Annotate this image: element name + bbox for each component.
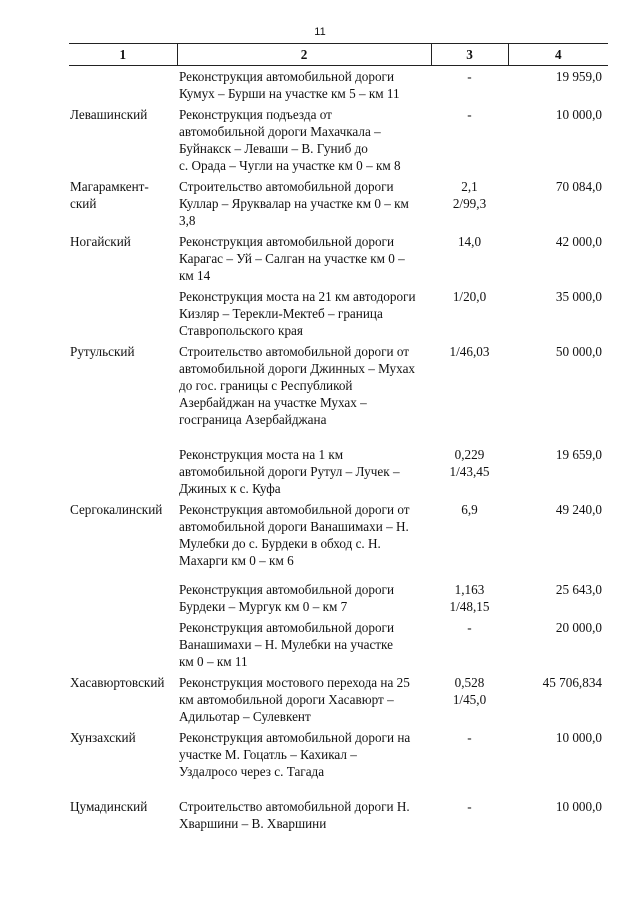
length-cell-line: -	[467, 730, 472, 745]
description-cell	[177, 784, 431, 836]
description-cell-line: Махарги км 0 – км 6	[179, 553, 294, 568]
district-cell	[69, 674, 177, 729]
length-cell-line: -	[467, 620, 472, 635]
description-cell-line: Реконструкция автомобильной дороги от	[179, 502, 410, 517]
table-body	[69, 66, 608, 837]
length-cell	[431, 784, 508, 836]
description-cell-line: Ставропольского края	[179, 323, 303, 338]
description-cell	[177, 432, 431, 501]
length-cell-line: 1/45,0	[452, 692, 487, 707]
length-cell-line: 6,9	[461, 502, 478, 517]
amount-cell: 50 000,0	[555, 344, 602, 359]
table-row	[69, 178, 608, 233]
description-cell-line: Кумух – Бурши на участке км 5 – км 11	[179, 86, 400, 101]
description-cell	[177, 619, 431, 674]
description-cell-line: автомобильной дороги Рутул – Лучек –	[179, 464, 400, 479]
amount-cell: 49 240,0	[555, 502, 602, 517]
length-cell-line: 2/99,3	[452, 196, 487, 211]
amount-cell: 42 000,0	[555, 234, 602, 249]
length-cell	[431, 106, 508, 178]
description-cell-line: Реконструкция моста на 1 км	[179, 447, 344, 462]
length-cell	[431, 729, 508, 784]
district-cell-line: Хасавюртовский	[70, 675, 165, 690]
description-cell-line: Адильотар – Сулевкент	[179, 709, 311, 724]
amount-cell: 70 084,0	[555, 179, 602, 194]
district-cell-line: Сергокалинский	[70, 502, 163, 517]
amount-cell: 10 000,0	[555, 799, 602, 814]
description-cell-line: Реконструкция моста на 21 км автодороги	[179, 289, 416, 304]
description-cell-line: Джиных к с. Куфа	[179, 481, 281, 496]
description-cell-line: Реконструкция автомобильной дороги	[179, 69, 395, 84]
district-cell	[69, 501, 177, 573]
amount-cell: 20 000,0	[555, 620, 602, 635]
district-cell	[69, 729, 177, 784]
district-cell-line: Рутульский	[70, 344, 135, 359]
column-header-1: 1	[69, 44, 177, 66]
table-row	[69, 674, 608, 729]
table-row	[69, 432, 608, 501]
length-cell	[431, 66, 508, 107]
length-cell	[431, 432, 508, 501]
description-cell-line: км 0 – км 11	[179, 654, 248, 669]
district-cell	[69, 573, 177, 619]
description-cell-line: Строительство автомобильной дороги	[179, 179, 394, 194]
description-cell	[177, 106, 431, 178]
table-row	[69, 573, 608, 619]
description-cell	[177, 674, 431, 729]
roads-table	[69, 43, 608, 836]
length-cell-line: 1/46,03	[449, 344, 490, 359]
table-row	[69, 784, 608, 836]
description-cell-line: автомобильной дороги Ванашимахи – Н.	[179, 519, 409, 534]
length-cell	[431, 619, 508, 674]
description-cell-line: Азербайджан на участке Мухах –	[179, 395, 367, 410]
amount-cell: 10 000,0	[555, 107, 602, 122]
description-cell-line: Реконструкция подъезда от	[179, 107, 332, 122]
table-row	[69, 619, 608, 674]
length-cell-line: 2,1	[461, 179, 478, 194]
district-cell	[69, 619, 177, 674]
description-cell-line: автомобильной дороги Джинных – Мухах	[179, 361, 416, 376]
description-cell-line: участке М. Гоцатль – Кахикал –	[179, 747, 357, 762]
length-cell	[431, 501, 508, 573]
description-cell-line: 3,8	[179, 213, 196, 228]
amount-cell: 25 643,0	[555, 582, 602, 597]
description-cell	[177, 573, 431, 619]
length-cell	[431, 178, 508, 233]
column-header-2: 2	[177, 44, 431, 66]
description-cell-line: Ванашимахи – Н. Мулебки на участке	[179, 637, 393, 652]
district-cell	[69, 432, 177, 501]
description-cell-line: Буйнакск – Леваши – В. Гуниб до	[179, 141, 368, 156]
district-cell-line: Хунзахский	[70, 730, 136, 745]
column-header-4: 4	[508, 44, 608, 66]
description-cell-line: Реконструкция автомобильной дороги	[179, 582, 395, 597]
amount-cell: 10 000,0	[555, 730, 602, 745]
description-cell	[177, 66, 431, 107]
district-cell	[69, 66, 177, 107]
district-cell	[69, 343, 177, 432]
length-cell-line: 1/20,0	[452, 289, 487, 304]
description-cell-line: госграница Азербайджана	[179, 412, 327, 427]
description-cell-line: Строительство автомобильной дороги Н.	[179, 799, 410, 814]
description-cell	[177, 729, 431, 784]
description-cell-line: Мулебки до с. Бурдеки в обход с. Н.	[179, 536, 381, 551]
column-header-3: 3	[431, 44, 508, 66]
description-cell-line: Реконструкция автомобильной дороги	[179, 234, 395, 249]
description-cell-line: Карагас – Уй – Салган на участке км 0 –	[179, 251, 405, 266]
description-cell-line: Хваршини – В. Хваршини	[179, 816, 327, 831]
description-cell-line: Бурдеки – Мургук км 0 – км 7	[179, 599, 348, 614]
district-cell-line: Магарамкент-	[70, 179, 149, 194]
description-cell	[177, 288, 431, 343]
description-cell-line: Реконструкция мостового перехода на 25	[179, 675, 410, 690]
length-cell-line: 1/48,15	[449, 599, 490, 614]
district-cell	[69, 106, 177, 178]
length-cell	[431, 674, 508, 729]
amount-cell: 19 959,0	[555, 69, 602, 84]
district-cell-line: ский	[70, 196, 97, 211]
table-row	[69, 106, 608, 178]
length-cell-line: 1/43,45	[449, 464, 490, 479]
length-cell-line: -	[467, 69, 472, 84]
description-cell	[177, 343, 431, 432]
description-cell-line: км автомобильной дороги Хасавюрт –	[179, 692, 394, 707]
length-cell-line: 1,163	[454, 582, 485, 597]
amount-cell: 19 659,0	[555, 447, 602, 462]
length-cell	[431, 288, 508, 343]
amount-cell: 45 706,834	[542, 675, 602, 690]
table-row	[69, 233, 608, 288]
description-cell-line: км 14	[179, 268, 211, 283]
length-cell-line: 14,0	[457, 234, 482, 249]
description-cell	[177, 178, 431, 233]
district-cell	[69, 233, 177, 288]
description-cell-line: Куллар – Яруквалар на участке км 0 – км	[179, 196, 409, 211]
description-cell-line: автомобильной дороги Махачкала –	[179, 124, 381, 139]
amount-cell: 35 000,0	[555, 289, 602, 304]
description-cell	[177, 501, 431, 573]
description-cell	[177, 233, 431, 288]
district-cell	[69, 178, 177, 233]
length-cell	[431, 233, 508, 288]
district-cell-line: Левашинский	[70, 107, 148, 122]
table-row	[69, 343, 608, 432]
district-cell	[69, 784, 177, 836]
district-cell	[69, 288, 177, 343]
table-row	[69, 288, 608, 343]
length-cell-line: 0,528	[454, 675, 485, 690]
description-cell-line: Уздалросо через с. Тагада	[179, 764, 325, 779]
description-cell-line: до гос. границы с Республикой	[179, 378, 353, 393]
district-cell-line: Цумадинский	[70, 799, 148, 814]
description-cell-line: Реконструкция автомобильной дороги	[179, 620, 395, 635]
page-number: 11	[314, 26, 326, 38]
length-cell-line: -	[467, 107, 472, 122]
description-cell-line: Кизляр – Терекли-Мектеб – граница	[179, 306, 383, 321]
table-row	[69, 501, 608, 573]
description-cell-line: Строительство автомобильной дороги от	[179, 344, 410, 359]
length-cell	[431, 573, 508, 619]
length-cell-line: 0,229	[454, 447, 485, 462]
table-header	[69, 44, 608, 66]
district-cell-line: Ногайский	[70, 234, 131, 249]
table-row	[69, 66, 608, 107]
length-cell-line: -	[467, 799, 472, 814]
description-cell-line: с. Орада – Чугли на участке км 0 – км 8	[179, 158, 401, 173]
table-row	[69, 729, 608, 784]
length-cell	[431, 343, 508, 432]
description-cell-line: Реконструкция автомобильной дороги на	[179, 730, 411, 745]
